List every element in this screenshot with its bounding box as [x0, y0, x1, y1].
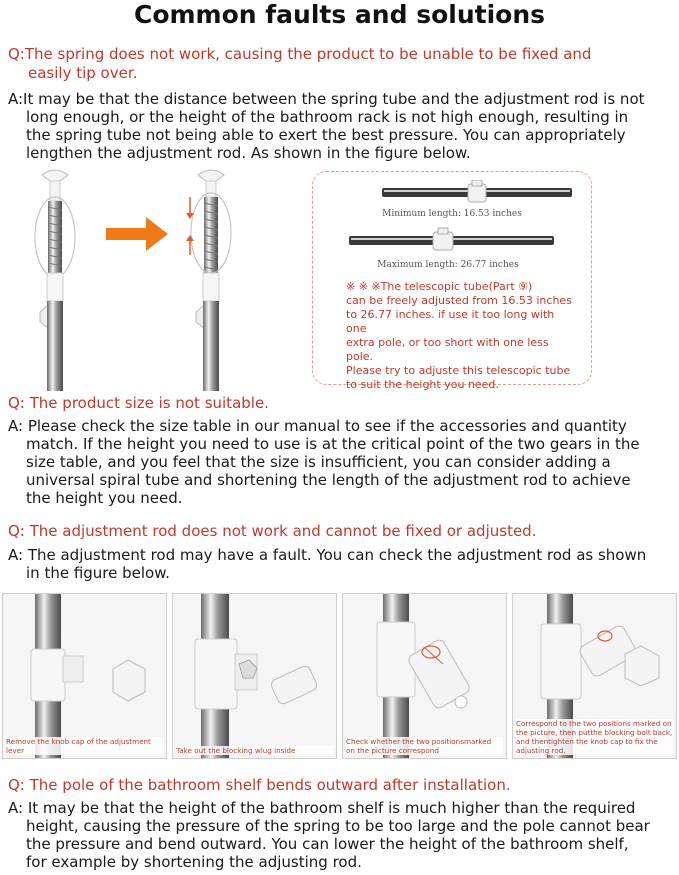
answer-3-line-2: in the figure below.	[26, 564, 170, 582]
question-1-line-1: Q:The spring does not work, causing the product to be unable to be fixed and	[8, 45, 592, 63]
note-line: Please try to adjuste this telescopic tube	[346, 364, 571, 377]
answer-2-line-3: size table, and you feel that the size is insufficient, you can consider adding a	[26, 453, 611, 471]
panel-3-caption-line: on the picture correspond	[346, 746, 439, 755]
question-3	[8, 522, 536, 541]
answer-1-line-4: lengthen the adjustment rod. As shown in the figure below.	[26, 144, 471, 162]
answer-2-line-5: the height you need.	[26, 489, 183, 507]
tube-min-illustration	[378, 180, 578, 210]
question-3-line-1: Q: The adjustment rod does not work and cannot be fixed or adjusted.	[8, 522, 537, 540]
panel-2-caption: Take out the blocking wlug inside	[176, 746, 333, 755]
answer-3	[8, 546, 646, 582]
page-title: Common faults and solutions	[133, 0, 545, 29]
question-1-line-2: easily tip over.	[28, 64, 138, 82]
answer-4	[8, 799, 650, 871]
panel-3-caption	[346, 737, 503, 755]
panel-check-positions	[342, 593, 507, 759]
note-line: ※ ※ ※The telescopic tube(Part ⑨)	[346, 280, 533, 293]
telescopic-note	[346, 280, 576, 392]
panel-1-caption: Remove the knob cap of the adjustment lever	[6, 737, 163, 755]
panel-take-out-plug	[172, 593, 337, 759]
panel-3-caption-line: Check whether the two positionsmarked	[346, 737, 492, 746]
answer-2-line-4: universal spiral tube and shortening the length of the adjustment rod to achieve	[26, 471, 631, 489]
answer-4-line-4: for example by shortening the adjusting rod.	[26, 853, 362, 871]
answer-4-line-2: height, causing the pressure of the spring to be too large and the pole cannot bear	[26, 817, 650, 835]
tube-max-illustration	[345, 226, 560, 256]
answer-4-line-1: A: It may be that the height of the bathroom shelf is much higher than the required	[8, 799, 636, 817]
answer-3-line-1: A: The adjustment rod may have a fault. You can check the adjustment rod as shown	[8, 546, 647, 564]
question-4	[8, 776, 511, 795]
note-line: can be freely adjusted from 16.53 inches	[346, 294, 572, 307]
answer-1-line-2: long enough, or the height of the bathroom rack is not high enough, resulting in	[26, 108, 629, 126]
answer-1	[8, 90, 645, 162]
spring-adjust-figure	[30, 167, 300, 392]
note-line: extra pole, or too short with one less pole.	[346, 336, 549, 363]
question-2	[8, 394, 269, 413]
answer-2-line-1: A: Please check the size table in our manual to see if the accessories and quantity	[8, 417, 627, 435]
answer-2	[8, 417, 640, 507]
note-line: to suit the height you need.	[346, 378, 499, 391]
answer-4-line-3: the pressure and bend outward. You can lower the height of the bathroom shelf,	[26, 835, 629, 853]
orange-arrow-icon	[106, 217, 168, 251]
panel-refit-bolt	[512, 593, 677, 759]
max-length-label: Maximum length: 26.77 inches	[377, 260, 519, 270]
panel-2-illustration	[173, 594, 337, 759]
note-line: to 26.77 inches. if use it too long with one	[346, 308, 555, 335]
panel-4-caption-line: Correspond to the two positions marked on	[516, 719, 672, 728]
answer-1-line-1: A:It may be that the distance between the spring tube and the adjustment rod is not	[8, 90, 645, 108]
answer-2-line-2: match. If the height you need to use is at the critical point of the two gears in the	[26, 435, 640, 453]
min-length-label: Minimum length: 16.53 inches	[382, 209, 522, 219]
panel-4-caption-line: adjusting rod.	[516, 746, 566, 755]
question-1	[8, 45, 591, 83]
question-2-line-1: Q: The product size is not suitable.	[8, 394, 269, 412]
answer-1-line-3: the spring tube not being able to exert the best pressure. You can appropriately	[26, 126, 626, 144]
pole-after	[186, 170, 231, 391]
panel-remove-knob	[2, 593, 167, 759]
pole-before	[35, 170, 75, 391]
panel-4-caption	[516, 719, 673, 755]
question-4-line-1: Q: The pole of the bathroom shelf bends outward after installation.	[8, 776, 511, 794]
panel-3-illustration	[343, 594, 507, 759]
panel-4-caption-line: the picture, then putthe blocking bolt back,	[516, 728, 673, 737]
panel-1-illustration	[3, 594, 167, 759]
panel-4-caption-line: and thentighten the knob cap to fix the	[516, 737, 658, 746]
